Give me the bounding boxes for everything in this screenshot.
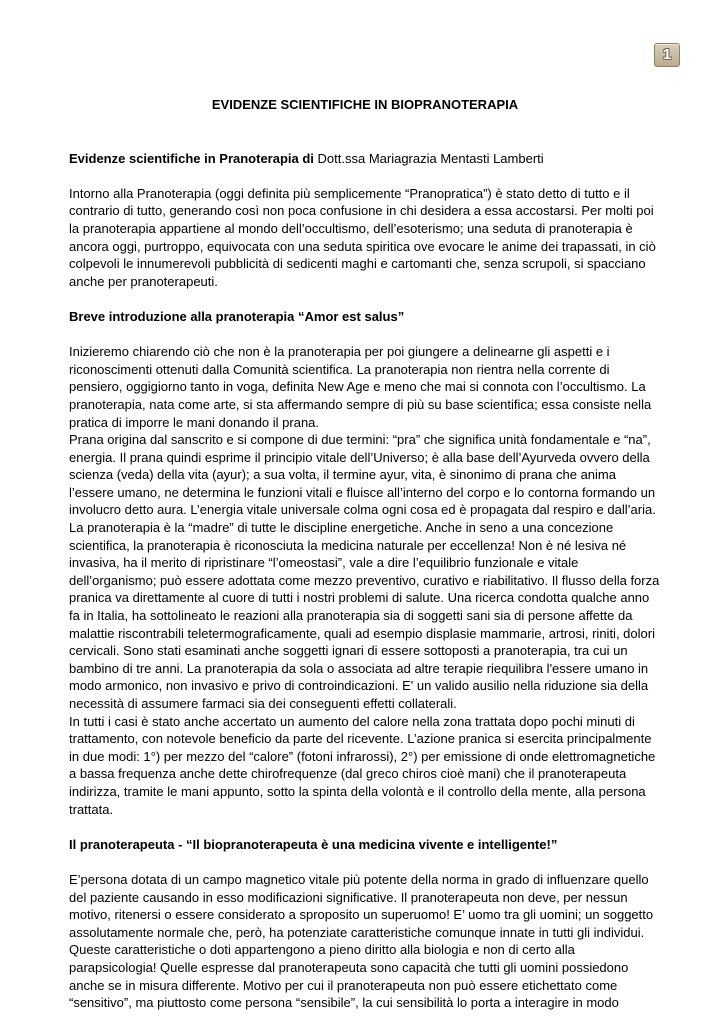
section-intro-body: [69, 343, 661, 818]
byline-author: Dott.ssa Mariagrazia Mentasti Lamberti: [313, 150, 544, 166]
paragraph: In tutti i casi è stato anche accertato un aumento del calore nella zona trattata dopo pochi minuti di trattamento, con notevole beneficio da parte del ricevente. L’azione pranica si esercita principalmente in due modi: 1°) per mezzo del “calore” (fotoni infrarossi), 2°) per emissione di onde elettromagnetiche a bassa frequenza anche dette chirofrequenze (dal greco chiros cioè mani) che il pranoterapeuta indirizza, tramite le mani appunto, sotto la spinta della volontà e il controllo della mente, alla persona trattata.: [69, 713, 656, 817]
byline: [69, 150, 661, 168]
document-body: [69, 96, 661, 1029]
paragraph: Inizieremo chiarendo ciò che non è la pranoterapia per poi giungere a delinearne gli aspetti e i riconoscimenti ottenuti dalla Comunità scientifica. La pranoterapia non rientra nella corrente di pensiero, oggigiorno tanto in voga, definita New Age e meno che mai si connota con l’occultismo. La pranoterapia, nata come arte, si sta affermando sempre di più su base scientifica; essa consiste nella pratica di imporre le mani donando il prana.: [69, 344, 652, 430]
intro-paragraph: Intorno alla Pranoterapia (oggi definita più semplicemente “Pranopratica”) è stato detto di tutto e il contrario di tutto, generando così non poca confusione in chi desidera a essa accostarsi. Per molti poi la pranoterapia appartiene al mondo dell’occultismo, dell’esoterismo; una seduta di pranoterapia è ancora oggi, purtroppo, equivocata con una seduta spiritica ove evocare le anime dei trapassati, in ciò colpevoli le innumerevoli pubblicità di sedicenti maghi e cartomanti che, senza scrupoli, si spacciano anche per pranoterapeuti.: [69, 185, 656, 289]
byline-bold: Evidenze scientifiche in Pranoterapia di: [69, 150, 314, 166]
paragraph: Prana origina dal sanscrito e si compone di due termini: “pra” che significa unità fondamentale e “na”, energia. Il prana quindi esprime il principio vitale dell’Universo; è alla base dell’Ayurveda ovvero della scienza (veda) della vita (ayur); a sua volta, il termine ayur, vita, è sinonimo di prana che anima l’essere umano, ne determina le funzioni vitali e fluisce all’interno del corpo e lo contorna formando un involucro detto aura. L’energia vitale universale colma ogni cosa ed è propagata dal respiro e dall’aria.: [69, 432, 656, 518]
document-title: EVIDENZE SCIENTIFICHE IN BIOPRANOTERAPIA: [211, 97, 519, 112]
section-pranoterapeuta-body: [69, 871, 661, 1012]
paragraph: La pranoterapia è la “madre” di tutte le discipline energetiche. Anche in seno a una concezione scientifica, la pranoterapia è riconosciuta la medicina naturale per eccellenza! Non è né lesiva né invasiva, ha il merito di ripristinare “l’omeostasi”, vale a dire l’equilibrio funzionale e vitale dell’organismo; può essere adottata come mezzo preventivo, curativo e riabilitativo. Il flusso della forza pranica va direttamente al cuore di tutti i nostri problemi di salute. Una ricerca condotta qualche anno fa in Italia, ha sottolineato le reazioni alla pranoterapia sia di soggetti sani sia di persone affette da malattie riscontrabili teletermograficamente, quali ad esempio displasie mammarie, artrosi, riniti, dolori cervicali. Sono stati esaminati anche soggetti ignari di essere sottoposti a pranoterapia, tra cui un bambino di tre anni. La pranoterapia da sola o associata ad altre terapie riequilibra l'essere umano in modo armonico, non invasivo e privo di controindicazioni. E' un valido ausilio nella riduzione sia della necessità di assumere farmaci sia dei conseguenti effetti collaterali.: [69, 520, 660, 711]
paragraph: E’persona dotata di un campo magnetico vitale più potente della norma in grado di influenzare quello del paziente causando in esso modificazioni significative. Il pranoterapeuta non deve, per nessun motivo, ritenersi o essere considerato a sproposito un superuomo! E’ uomo tra gli uomini; un soggetto assolutamente normale che, però, ha potenziate caratteristiche comunque innate in tutti gli individui.: [69, 871, 654, 940]
section-heading-intro: Breve introduzione alla pranoterapia “Amor est salus”: [69, 308, 405, 324]
section-heading-pranoterapeuta: Il pranoterapeuta - “Il biopranoterapeuta è una medicina vivente e intelligente!”: [69, 836, 558, 852]
paragraph: Queste caratteristiche o doti appartengono a pieno diritto alla biologia e non di certo alla parapsicologia! Quelle espresse dal pranoterapeuta sono capacità che tutti gli uomini possiedono anche se in misura differente. Motivo per cui il pranoterapeuta non può essere etichettato come “sensitivo”, ma piuttosto come persona “sensibile”, la cui sensibilità lo porta a interagire in modo: [69, 942, 629, 1011]
page-number-badge: 1: [654, 43, 680, 67]
